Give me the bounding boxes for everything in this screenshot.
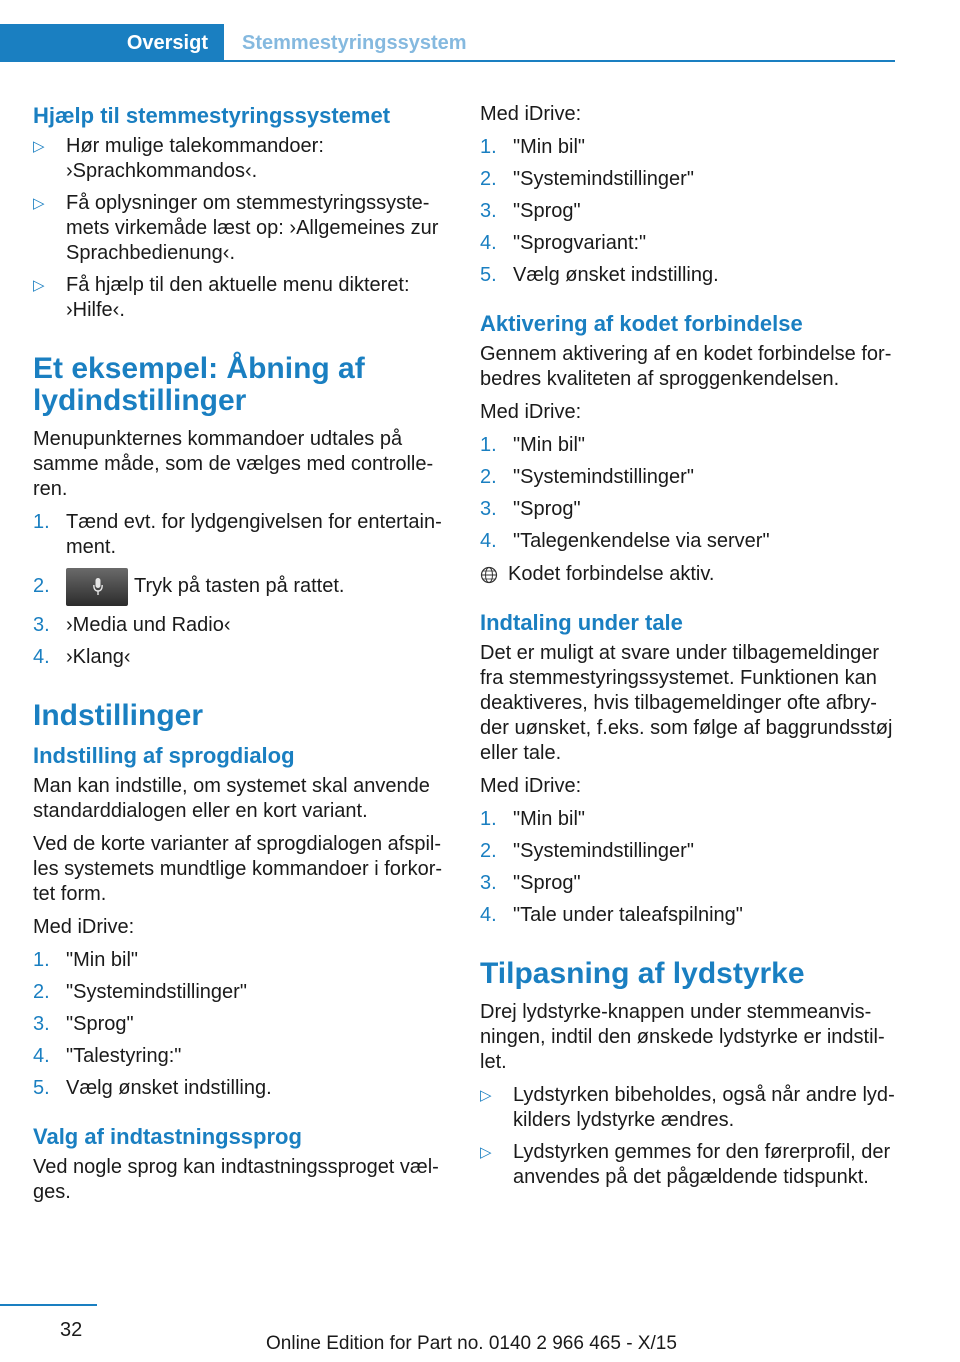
left-column xyxy=(33,102,445,1213)
list-item: 3. ›Media und Radio‹ xyxy=(33,613,231,636)
footer-edition: Online Edition for Part no. 0140 2 966 465 - X/15 xyxy=(266,1333,677,1354)
list-item: 5. Vælg ønsket indstilling. xyxy=(480,264,719,286)
volume-text: Drej lydstyrke-knappen under stemmeanvisningen, indtil den ønskede lydstyrke er indstillet. xyxy=(480,1001,885,1073)
help-list xyxy=(33,134,445,323)
page-number: 32 xyxy=(60,1319,83,1341)
triangle-right-icon: ▷ xyxy=(480,1144,492,1161)
list-item: 1. Tænd evt. for lydgengivelsen for entertainment. xyxy=(33,511,442,558)
dialog-steps xyxy=(33,948,445,1101)
triangle-right-icon: ▷ xyxy=(33,277,45,294)
volume-list xyxy=(480,1083,896,1190)
list-item: 2. Tryk på tasten på rattet. xyxy=(33,567,445,606)
coded-connection-steps xyxy=(480,433,896,554)
list-item: 4. "Talestyring:" xyxy=(33,1044,182,1067)
page-header xyxy=(0,24,895,62)
settings-heading: Indstillinger xyxy=(33,698,204,732)
input-language-heading: Valg af indtastningssprog xyxy=(33,1123,302,1149)
example-heading: Et eksempel: Åbning af lydindstillinger xyxy=(33,352,365,417)
coded-connection-status: Kodet forbindelse aktiv. xyxy=(480,562,896,587)
list-item: 3. "Sprog" xyxy=(480,200,581,222)
language-variant-steps xyxy=(480,135,896,288)
speech-text: Det er muligt at svare under tilbagemeldinger fra stemmestyringssystemet. Funktionen kan deaktiveres, hvis tilbagemeldinger ofte afbryder uønsket, f.eks. som følge af baggrundsstøj eller tale. xyxy=(480,642,893,764)
steering-wheel-button-image xyxy=(66,568,128,606)
list-item: 2. "Systemindstillinger" xyxy=(480,168,694,190)
list-item: 1. "Min bil" xyxy=(480,136,585,158)
list-item: 5. Vælg ønsket indstilling. xyxy=(33,1076,272,1099)
input-language-text: Ved nogle sprog kan indtastningssproget vælges. xyxy=(33,1155,439,1203)
list-item: 1. "Min bil" xyxy=(33,948,138,971)
tab-stemmestyringssystem: Stemmestyringssystem xyxy=(224,24,895,62)
list-item: 1. "Min bil" xyxy=(480,808,585,830)
list-item: ▷ Hør mulige talekommandoer: ›Sprachkommandos‹. xyxy=(33,135,324,182)
microphone-icon xyxy=(93,578,103,596)
speech-heading: Indtaling under tale xyxy=(480,610,683,635)
dialog-p1: Man kan indstille, om systemet skal anvende standarddialogen eller en kort variant. xyxy=(33,774,430,822)
idrive-label: Med iDrive: xyxy=(480,775,582,797)
list-item: ▷ Få oplysninger om stemmestyringssystemets virkemåde læst op: ›Allgemeines zur Sprachbedienung‹. xyxy=(33,192,439,264)
list-item: 2. "Systemindstillinger" xyxy=(33,980,247,1003)
list-item: 3. "Sprog" xyxy=(480,872,581,894)
network-globe-icon xyxy=(480,566,498,584)
speech-steps xyxy=(480,807,896,928)
list-item: 1. "Min bil" xyxy=(480,434,585,456)
list-item: 2. "Systemindstillinger" xyxy=(480,840,694,862)
coded-connection-heading: Aktivering af kodet forbindelse xyxy=(480,311,803,336)
triangle-right-icon: ▷ xyxy=(33,138,45,155)
list-item: 4. "Sprogvariant:" xyxy=(480,232,647,254)
list-item: 4. ›Klang‹ xyxy=(33,645,131,668)
triangle-right-icon: ▷ xyxy=(33,195,45,212)
idrive-label: Med iDrive: xyxy=(480,103,582,125)
idrive-label: Med iDrive: xyxy=(480,401,582,423)
footer-divider xyxy=(0,1304,97,1306)
list-item: ▷ Få hjælp til den aktuelle menu dikteret: ›Hilfe‹. xyxy=(33,274,410,321)
list-item: 2. "Systemindstillinger" xyxy=(480,466,694,488)
example-steps xyxy=(33,510,445,670)
volume-heading: Tilpasning af lydstyrke xyxy=(480,957,805,990)
dialog-p2: Ved de korte varianter af sprogdialogen afspilles systemets mundtlige kommandoer i forkortet form. xyxy=(33,832,443,905)
list-item: ▷ Lydstyrken gemmes for den førerprofil, der anvendes på det pågældende tidspunkt. xyxy=(480,1141,891,1188)
list-item: 3. "Sprog" xyxy=(33,1012,134,1035)
coded-connection-text: Gennem aktivering af en kodet forbindelse forbedres kvaliteten af sproggenkendelsen. xyxy=(480,343,892,390)
triangle-right-icon: ▷ xyxy=(480,1087,492,1104)
example-text: Menupunkternes kommandoer udtales på samme måde, som de vælges med controlleren. xyxy=(33,428,434,500)
help-heading: Hjælp til stemmestyringssystemet xyxy=(33,103,391,128)
list-item: ▷ Lydstyrken bibeholdes, også når andre lydkilders lydstyrke ændres. xyxy=(480,1084,895,1131)
right-column xyxy=(480,102,896,1198)
dialog-idrive: Med iDrive: xyxy=(33,915,135,938)
list-item: 4. "Tale under taleafspilning" xyxy=(480,904,743,926)
list-item: 4. "Talegenkendelse via server" xyxy=(480,530,770,552)
tab-oversigt: Oversigt xyxy=(0,24,224,62)
dialog-heading: Indstilling af sprogdialog xyxy=(33,742,295,768)
list-item: 3. "Sprog" xyxy=(480,498,581,520)
